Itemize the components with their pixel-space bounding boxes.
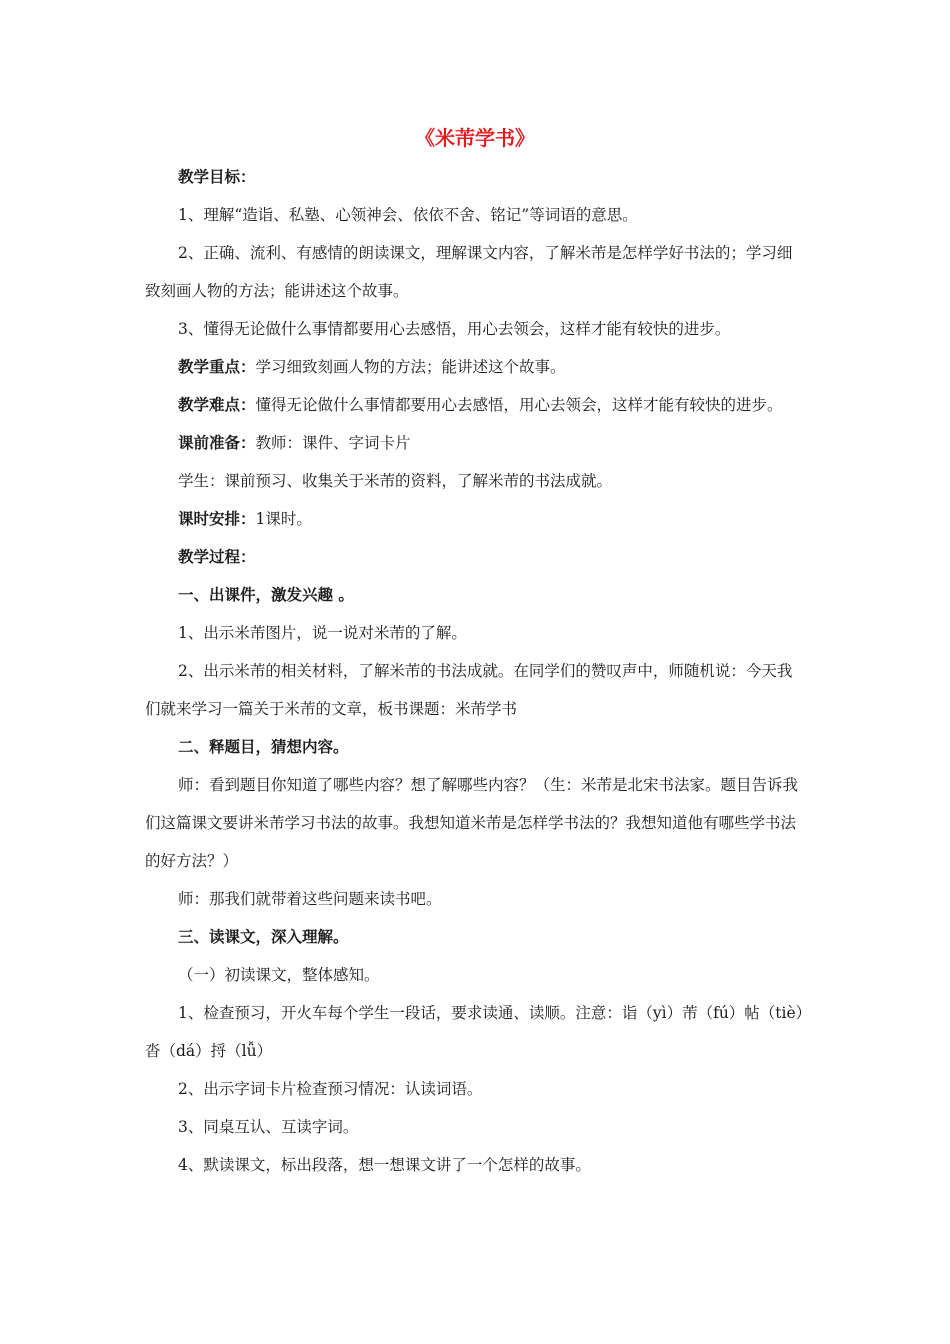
goals-heading: 教学目标： xyxy=(178,168,256,186)
process-heading: 教学过程： xyxy=(178,548,256,566)
section-2-paragraph-1: 师：看到题目你知道了哪些内容？想了解哪些内容？（生：米芾是北宋书法家。题目告诉我们这篇课文要讲米芾学习书法的故事。我想知道米芾是怎样学书法的？我想知道他有哪些学书法的好方法？） xyxy=(145,776,799,870)
section-2-heading: 二、释题目，猜想内容。 xyxy=(178,738,349,756)
section-3-paragraph-2: 2、出示字词卡片检查预习情况：认读词语。 xyxy=(178,1080,483,1098)
section-3-subheading-1: （一）初读课文，整体感知。 xyxy=(178,966,380,984)
preparation xyxy=(145,424,807,462)
document-title: 《米芾学书》 xyxy=(415,126,535,150)
section-2-paragraph-2: 师：那我们就带着这些问题来读书吧。 xyxy=(178,890,442,908)
preparation-text: 教师：课件、字词卡片 xyxy=(255,434,411,452)
goal-item-2: 2、正确、流利、有感情的朗读课文，理解课文内容，了解米芾是怎样学好书法的；学习细致刻画人物的方法；能讲述这个故事。 xyxy=(145,244,793,300)
difficulty-text: 懂得无论做什么事情都要用心去感悟，用心去领会，这样才能有较快的进步。 xyxy=(255,396,783,414)
preparation-label: 课前准备： xyxy=(178,434,256,452)
schedule-label: 课时安排： xyxy=(178,510,256,528)
section-3-paragraph-3: 3、同桌互认、互读字词。 xyxy=(178,1118,359,1136)
goal-item-1: 1、理解“造诣、私塾、心领神会、依依不舍、铭记”等词语的意思。 xyxy=(178,206,638,224)
goal-item-3: 3、懂得无论做什么事情都要用心去感悟，用心去领会，这样才能有较快的进步。 xyxy=(178,320,731,338)
section-3-paragraph-4: 4、默读课文，标出段落，想一想课文讲了一个怎样的故事。 xyxy=(178,1156,591,1174)
section-3-heading: 三、读课文，深入理解。 xyxy=(178,928,349,946)
key-point-text: 学习细致刻画人物的方法；能讲述这个故事。 xyxy=(255,358,566,376)
schedule-text: 1课时。 xyxy=(255,510,312,528)
key-point-label: 教学重点： xyxy=(178,358,256,376)
student-preparation: 学生：课前预习、收集关于米芾的资料，了解米芾的书法成就。 xyxy=(178,472,613,490)
key-point xyxy=(145,348,807,386)
section-3-paragraph-1: 1、检查预习，开火车每个学生一段话，要求读通、读顺。注意：诣（yì）芾（fú）帖（tiè）沓（dá）捋（lǚ） xyxy=(145,1004,804,1060)
section-1-paragraph-2: 2、出示米芾的相关材料，了解米芾的书法成就。在同学们的赞叹声中，师随机说：今天我们就来学习一篇关于米芾的文章，板书课题：米芾学书 xyxy=(145,662,793,718)
section-1-paragraph-1: 1、出示米芾图片，说一说对米芾的了解。 xyxy=(178,624,467,642)
section-1-heading: 一、出课件，激发兴趣 。 xyxy=(178,586,354,604)
difficulty-label: 教学难点： xyxy=(178,396,256,414)
difficulty-point xyxy=(145,386,807,424)
document-body xyxy=(145,158,807,1184)
schedule xyxy=(145,500,807,538)
